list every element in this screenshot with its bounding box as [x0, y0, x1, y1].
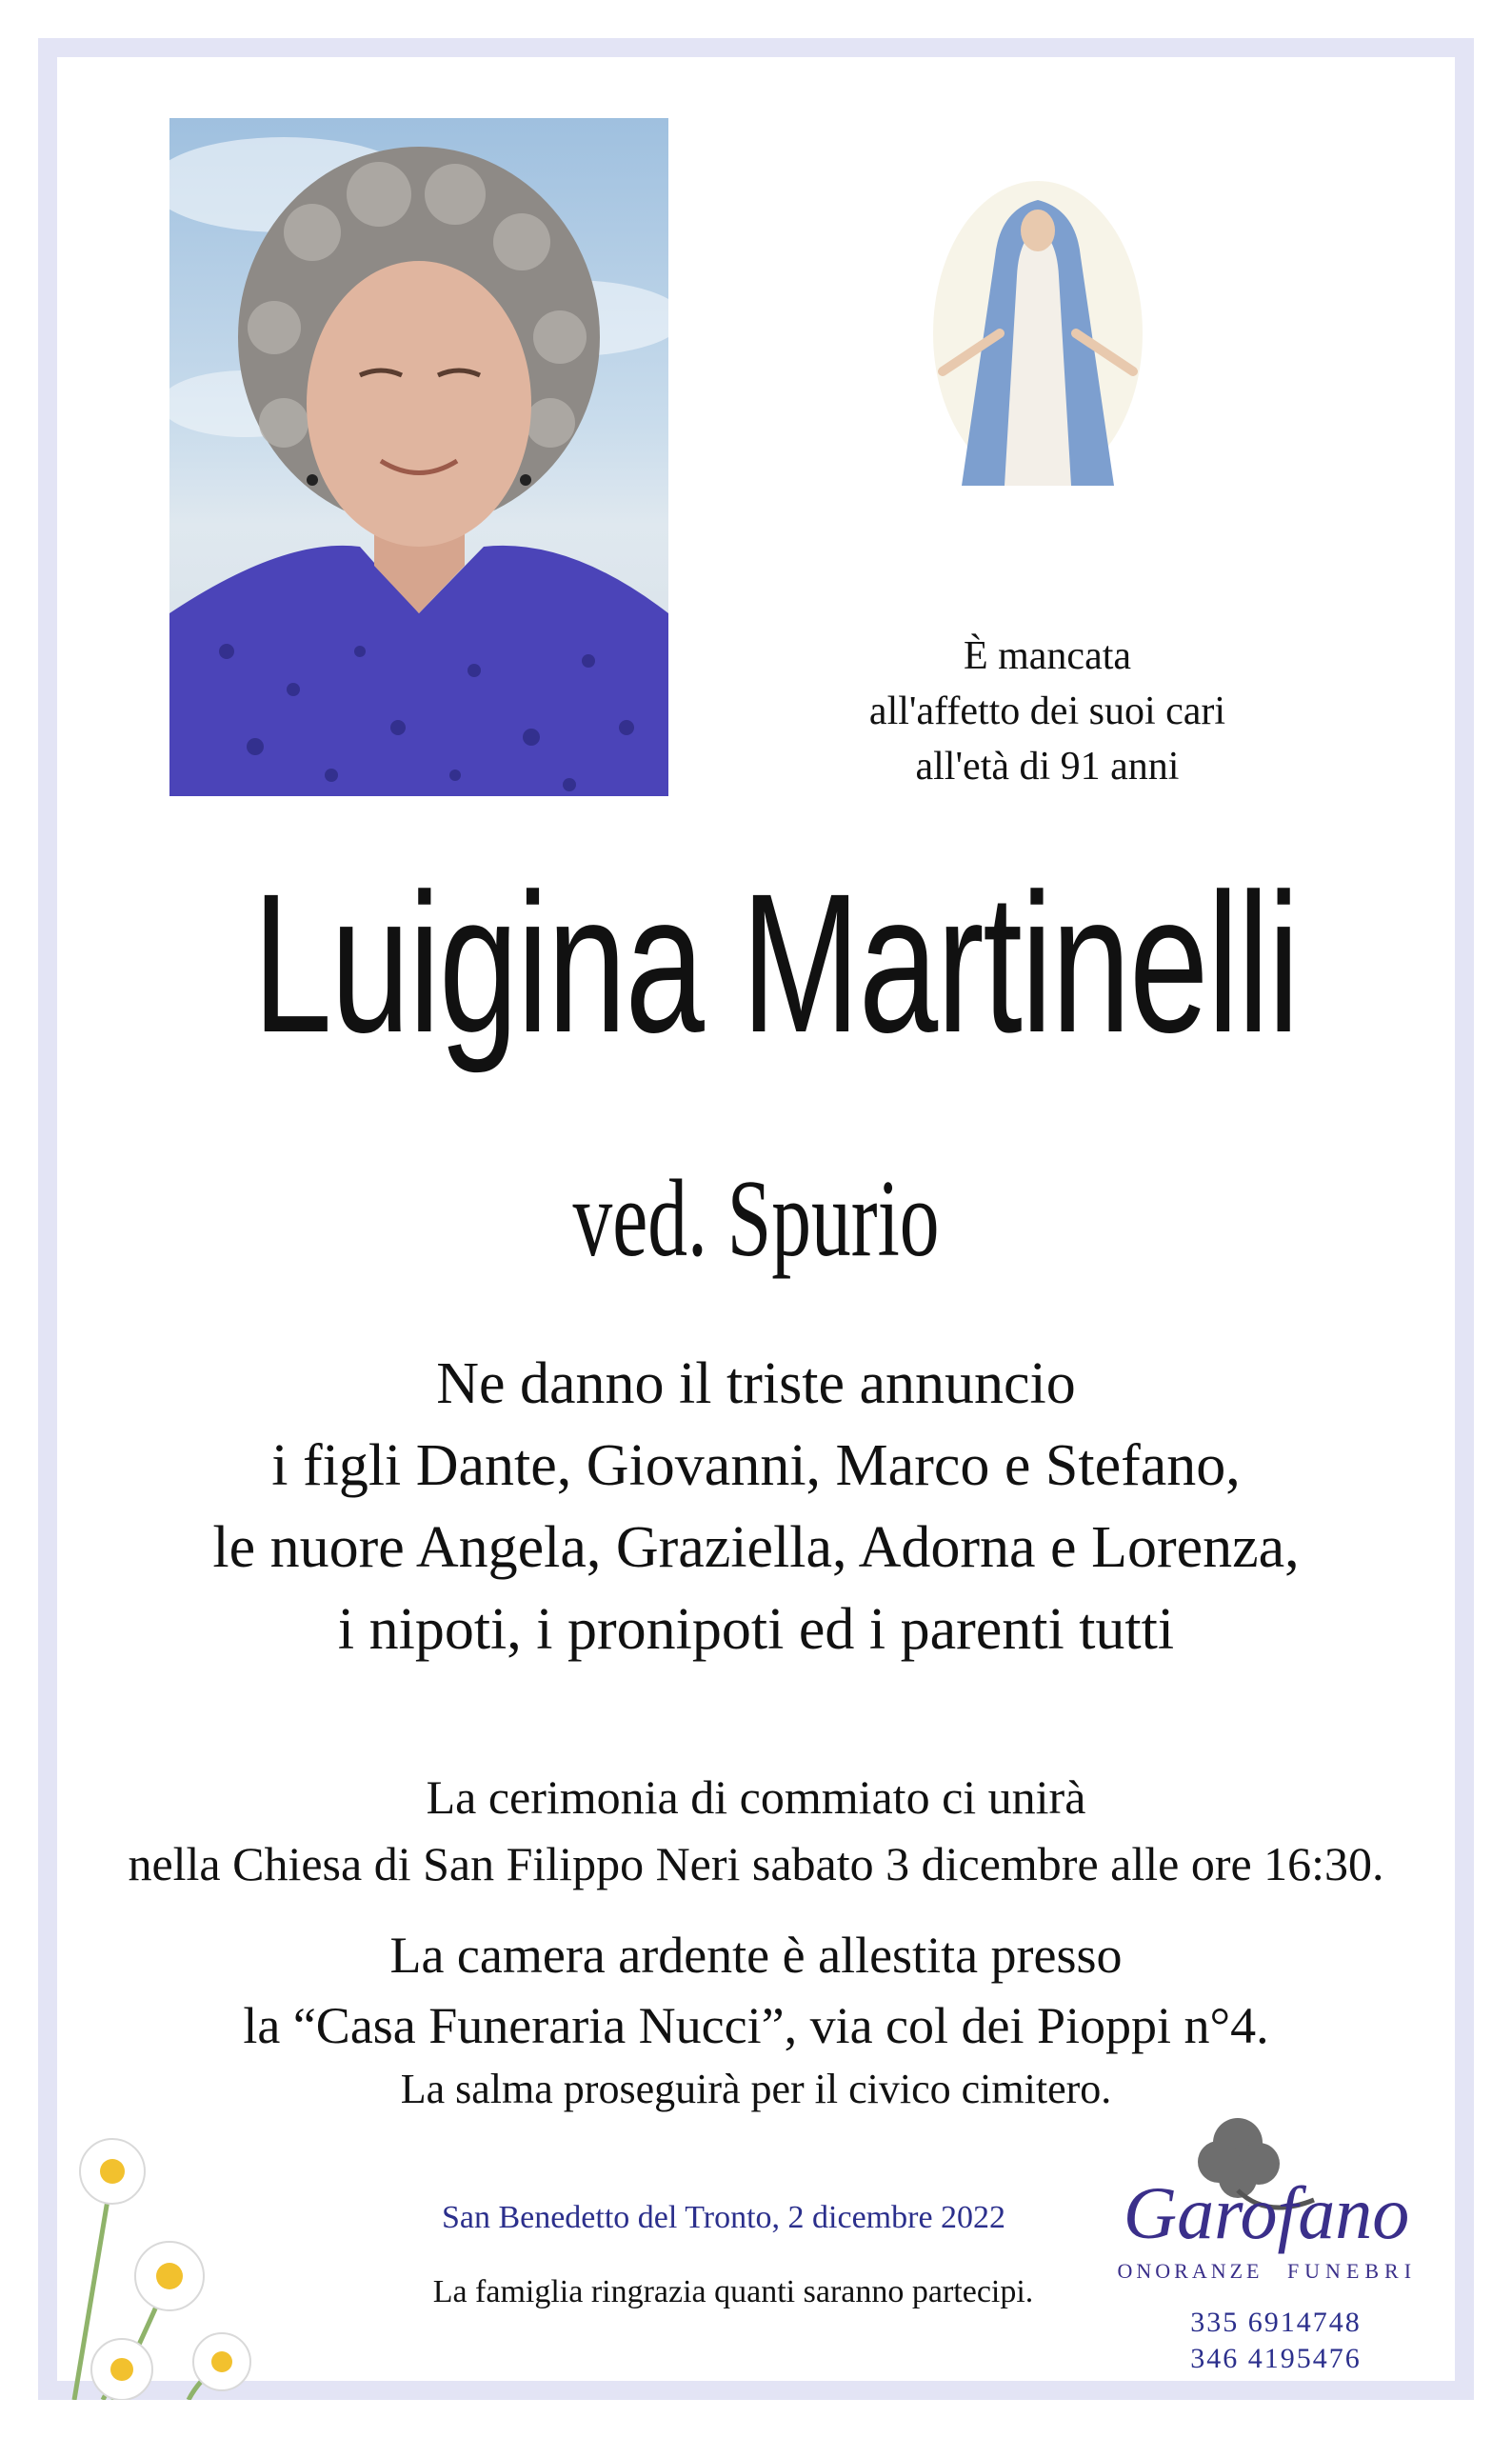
phone-2[interactable]: 346 4195476 [1190, 2343, 1362, 2374]
place-date: San Benedetto del Tronto, 2 dicembre 2022 [441, 2200, 1006, 2235]
deceased-portrait [169, 118, 668, 796]
daisies-decoration [55, 2095, 303, 2400]
phone-1[interactable]: 335 6914748 [1190, 2307, 1362, 2338]
announcement-line: i figli Dante, Giovanni, Marco e Stefano, [271, 1433, 1241, 1498]
announcement-line: Ne danno il triste annuncio [436, 1351, 1076, 1416]
camera-ardente-block [57, 1920, 1455, 2061]
widow-of: ved. Spurio [572, 1158, 940, 1280]
logo-name: Garofano [1123, 2171, 1410, 2254]
camera-line: La camera ardente è allestita presso [389, 1927, 1123, 1984]
logo-sub-left: ONORANZE [1117, 2259, 1263, 2283]
camera-line: la “Casa Funeraria Nucci”, via col dei Pioppi n°4. [243, 1997, 1269, 2054]
phone-numbers [1133, 2305, 1419, 2377]
passing-intro [781, 629, 1314, 794]
madonna-image [905, 171, 1171, 495]
intro-line-3: all'età di 91 anni [915, 745, 1180, 789]
logo-sub-right: FUNEBRI [1286, 2259, 1418, 2283]
deceased-name: Luigina Martinelli [252, 853, 1299, 1074]
funeral-home-logo [1095, 2095, 1438, 2295]
announcement-block [57, 1343, 1455, 1670]
ceremony-line: nella Chiesa di San Filippo Neri sabato 3 dicembre alle ore 16:30. [128, 1837, 1384, 1890]
ceremony-line: La cerimonia di commiato ci unirà [426, 1770, 1086, 1824]
rose-logo-icon [1095, 2095, 1438, 2295]
ceremony-block [57, 1764, 1455, 1897]
burial-line: La salma proseguirà per il civico cimitero. [400, 2066, 1112, 2112]
daisy-icon [55, 2095, 303, 2400]
thanks-line: La famiglia ringrazia quanti saranno partecipi. [432, 2274, 1034, 2309]
announcement-line: le nuore Angela, Graziella, Adorna e Lorenza, [212, 1515, 1300, 1580]
intro-line-2: all'affetto dei suoi cari [868, 689, 1226, 733]
portrait-illustration [169, 118, 668, 796]
intro-line-1: È mancata [963, 634, 1132, 678]
announcement-line: i nipoti, i pronipoti ed i parenti tutti [337, 1597, 1175, 1662]
madonna-illustration [905, 171, 1171, 495]
